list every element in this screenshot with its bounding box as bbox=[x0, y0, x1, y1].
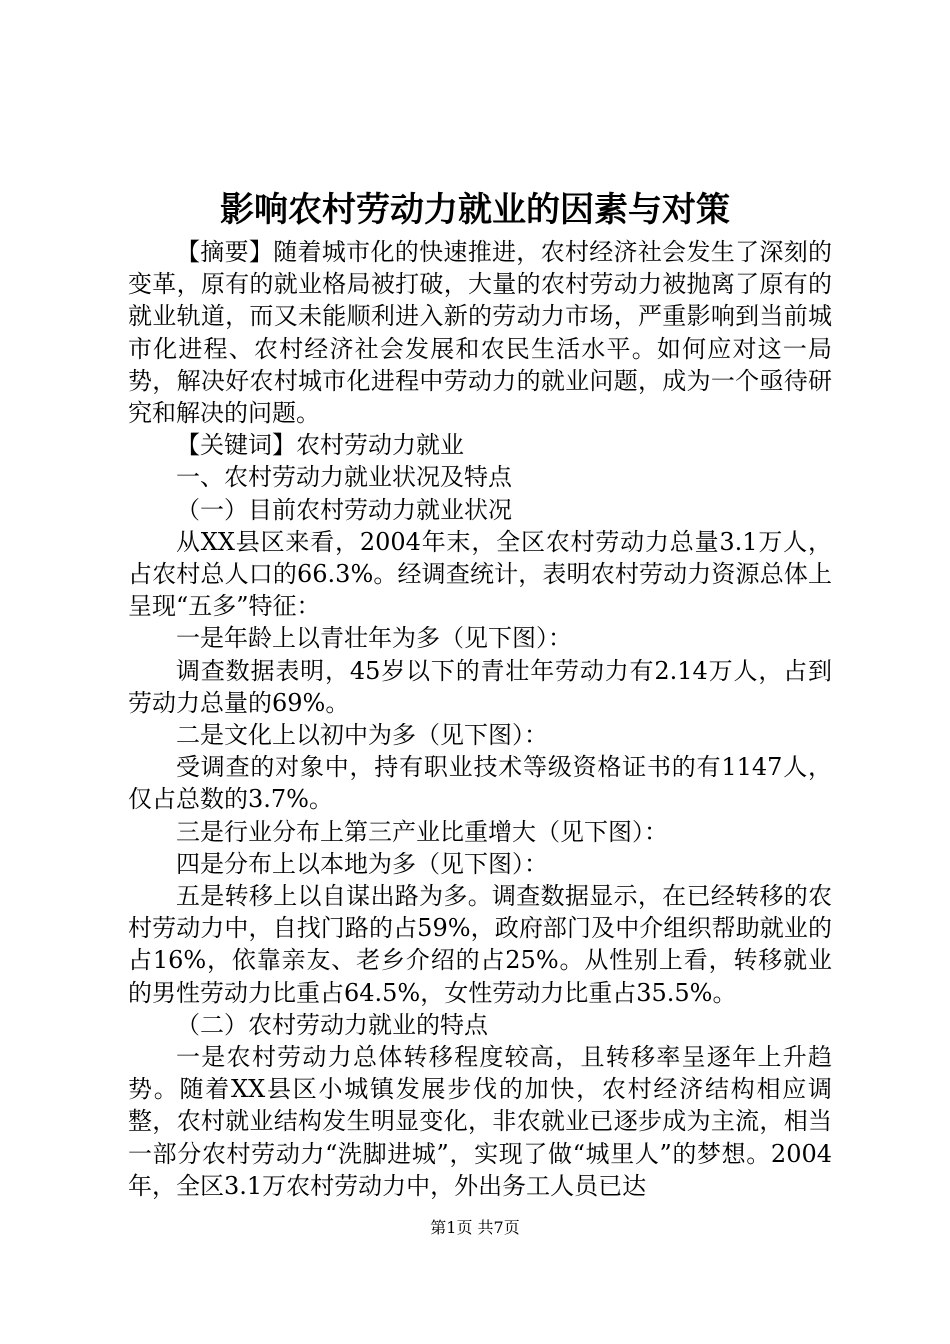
abstract-paragraph: 【摘要】随着城市化的快速推进，农村经济社会发生了深刻的变革，原有的就业格局被打破，大量的农村劳动力被抛离了原有的就业轨道，而又未能顺利进入新的劳动力市场，严重影响到当前城市化进程、农村经济社会发展和农民生活水平。如何应对这一局势，解决好农村城市化进程中劳动力的就业问题，成为一个亟待研究和解决的问题。 bbox=[128, 238, 832, 428]
body-paragraph: 二是文化上以初中为多（见下图）： bbox=[176, 721, 548, 750]
body-paragraph: 一是年龄上以青壮年为多（见下图）： bbox=[176, 624, 572, 653]
page-footer: 第1页 共7页 bbox=[430, 1218, 520, 1237]
section-heading: 一、农村劳动力就业状况及特点 bbox=[176, 463, 512, 492]
keywords-paragraph: 【关键词】农村劳动力就业 bbox=[176, 431, 464, 460]
body-paragraph: 从XX县区来看，2004年末，全区农村劳动力总量3.1万人，占农村总人口的66.3%。经调查统计，表明农村劳动力资源总体上呈现“五多”特征： bbox=[128, 527, 832, 621]
body-paragraph: 受调查的对象中，持有职业技术等级资格证书的有1147人，仅占总数的3.7%。 bbox=[128, 753, 832, 814]
body-paragraph: 调查数据表明，45岁以下的青壮年劳动力有2.14万人，占到劳动力总量的69%。 bbox=[128, 656, 832, 717]
subsection-heading: （一）目前农村劳动力就业状况 bbox=[176, 495, 512, 524]
subsection-heading: （二）农村劳动力就业的特点 bbox=[176, 1010, 488, 1039]
document-body bbox=[128, 236, 832, 1202]
body-paragraph: 四是分布上以本地为多（见下图）： bbox=[176, 849, 548, 878]
body-paragraph: 一是农村劳动力总体转移程度较高，且转移率呈逐年上升趋势。随着XX县区小城镇发展步伐的加快，农村经济结构相应调整，农村就业结构发生明显变化，非农就业已逐步成为主流，相当一部分农村劳动力“洗脚进城”，实现了做“城里人”的梦想。2004年，全区3.1万农村劳动力中，外出务工人员已达 bbox=[128, 1043, 832, 1200]
page-title: 影响农村劳动力就业的因素与对策 bbox=[220, 190, 730, 230]
body-paragraph: 三是行业分布上第三产业比重增大（见下图）： bbox=[176, 817, 668, 846]
body-paragraph: 五是转移上以自谋出路为多。调查数据显示，在已经转移的农村劳动力中，自找门路的占59%，政府部门及中介组织帮助就业的占16%，依靠亲友、老乡介绍的占25%。从性别上看，转移就业的男性劳动力比重占64.5%，女性劳动力比重占35.5%。 bbox=[128, 882, 832, 1007]
